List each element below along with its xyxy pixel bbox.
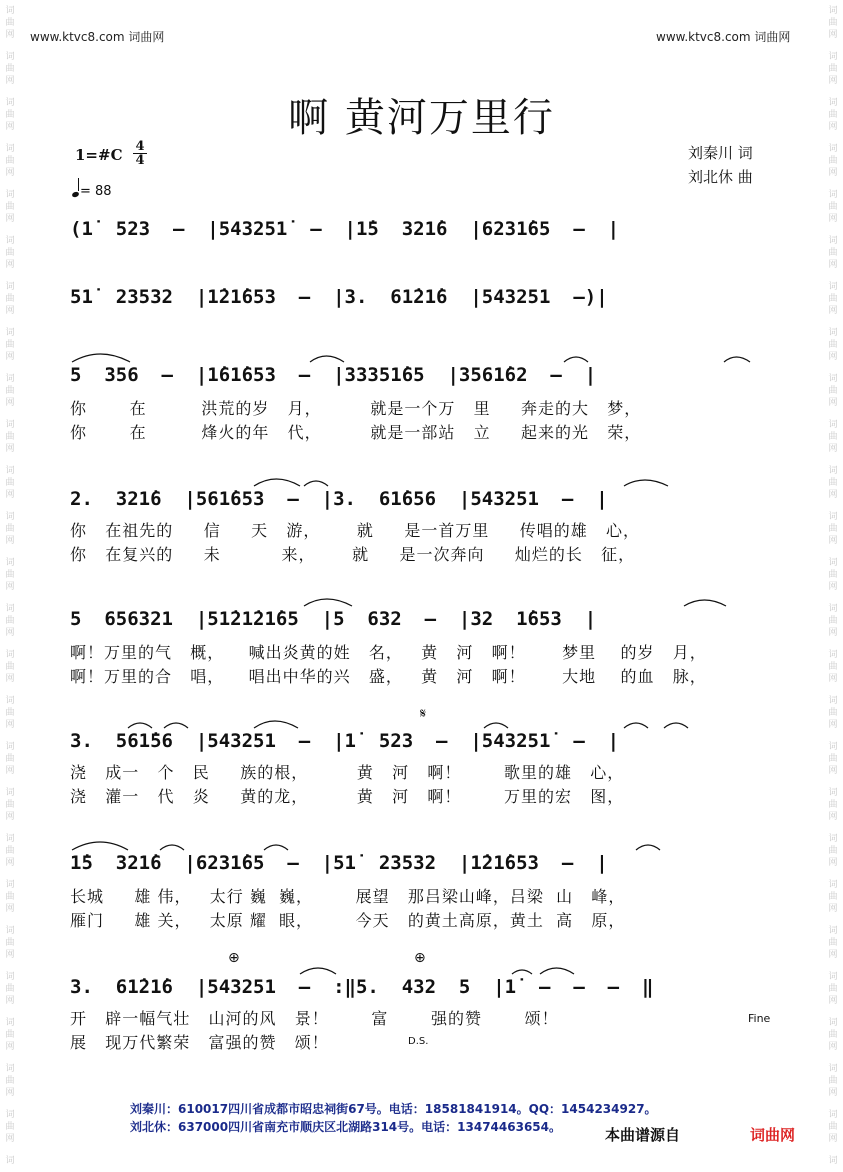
watermark-glyph: 曲 <box>828 478 838 488</box>
watermark-glyph: 词 <box>5 1110 15 1120</box>
score-row <box>64 486 788 512</box>
watermark-glyph: 词 <box>5 742 15 752</box>
brand-logo-text[interactable]: 词曲网 <box>750 1126 796 1144</box>
watermark-glyph: 词 <box>5 190 15 200</box>
watermark-glyph: 曲 <box>5 432 15 442</box>
watermark-glyph: 词 <box>5 328 15 338</box>
watermark-glyph: 词 <box>5 236 15 246</box>
watermark-glyph: 词 <box>5 282 15 292</box>
lyric-verse-1: 你 在 洪荒的岁 月， 就是一个万 里 奔走的大 梦， <box>70 399 642 418</box>
watermark-glyph: 词 <box>828 1110 838 1120</box>
watermark-glyph: 网 <box>828 306 838 316</box>
watermark-glyph: 词 <box>5 880 15 890</box>
watermark-glyph: 网 <box>828 1088 838 1098</box>
watermark-glyph: 曲 <box>5 524 15 534</box>
watermark-glyph: 曲 <box>828 110 838 120</box>
watermark-glyph: 曲 <box>828 156 838 166</box>
watermark-glyph: 词 <box>5 604 15 614</box>
watermark-glyph: 网 <box>828 858 838 868</box>
watermark-glyph: 词 <box>828 972 838 982</box>
watermark-glyph: 网 <box>5 122 15 132</box>
watermark-glyph: 曲 <box>828 340 838 350</box>
lyric-verse-2: 展 现万代繁荣 富强的赞 颂！ <box>70 1033 329 1052</box>
watermark-glyph: 曲 <box>828 248 838 258</box>
watermark-glyph: 词 <box>5 6 15 16</box>
watermark-glyph: 曲 <box>828 294 838 304</box>
watermark-glyph: 词 <box>828 1018 838 1028</box>
watermark-glyph: 曲 <box>5 386 15 396</box>
watermark-glyph: 网 <box>5 858 15 868</box>
lyricist-credit: 刘秦川 词 <box>688 144 753 162</box>
contact-composer: 刘北休：637000四川省南充市顺庆区北湖路314号。电话：13474463654。 <box>130 1120 561 1134</box>
watermark-glyph: 网 <box>828 628 838 638</box>
watermark-glyph: 词 <box>5 144 15 154</box>
quarter-note-icon <box>71 191 79 198</box>
time-signature-bottom: 4 <box>133 153 147 167</box>
watermark-glyph: 曲 <box>5 18 15 28</box>
watermark-glyph: 词 <box>5 512 15 522</box>
notation-line: 2. 321̇6 |561̇653 – |3. 61̇656 |543251 – | <box>70 488 608 510</box>
lyric-verse-1: 开 辟一幅气壮 山河的风 景！ 富 强的赞 颂！ <box>70 1009 559 1028</box>
watermark-glyph: 词 <box>828 98 838 108</box>
watermark-glyph: 网 <box>828 122 838 132</box>
watermark-glyph: 曲 <box>5 1076 15 1086</box>
lyric-verse-1: 啊！万里的气 概， 喊出炎黄的姓 名， 黄 河 啊！ 梦里 的岁 月， <box>70 643 707 662</box>
watermark-glyph: 曲 <box>5 1030 15 1040</box>
watermark-glyph: 曲 <box>828 1076 838 1086</box>
lyric-verse-1: 你 在祖先的 信 天 游， 就 是一首万里 传唱的雄 心， <box>70 521 641 540</box>
watermark-glyph: 词 <box>828 1156 838 1166</box>
watermark-glyph: 网 <box>5 766 15 776</box>
watermark-glyph: 网 <box>5 674 15 684</box>
notation-line: 1̇5 321̇6 |6231̇65 – |51̇ 23532 |1̇21̇653 – | <box>70 852 608 874</box>
watermark-glyph: 词 <box>828 236 838 246</box>
watermark-glyph: 曲 <box>828 432 838 442</box>
segno-sign: 𝄋 <box>420 706 427 722</box>
watermark-glyph: 网 <box>828 812 838 822</box>
watermark-glyph: 曲 <box>828 202 838 212</box>
watermark-glyph: 词 <box>828 512 838 522</box>
watermark-glyph: 词 <box>828 650 838 660</box>
watermark-glyph: 曲 <box>5 846 15 856</box>
lyric-verse-2: 啊！万里的合 唱， 唱出中华的兴 盛， 黄 河 啊！ 大地 的血 脉， <box>70 667 707 686</box>
watermark-glyph: 曲 <box>828 1122 838 1132</box>
watermark-glyph: 曲 <box>5 64 15 74</box>
watermark-glyph: 词 <box>5 926 15 936</box>
watermark-glyph: 词 <box>828 328 838 338</box>
watermark-glyph: 网 <box>5 398 15 408</box>
notation-line: 3. 61̇21̇6 |543251 – :‖5. 432 5 |1̇ – – – ‖ <box>70 976 654 998</box>
watermark-glyph: 词 <box>828 604 838 614</box>
watermark-glyph: 词 <box>828 420 838 430</box>
watermark-glyph: 网 <box>5 582 15 592</box>
watermark-glyph: 曲 <box>5 616 15 626</box>
score-row <box>64 216 788 242</box>
watermark-glyph: 词 <box>5 1064 15 1074</box>
watermark-glyph: 曲 <box>828 524 838 534</box>
watermark-glyph: 词 <box>828 742 838 752</box>
score-row <box>64 362 788 388</box>
watermark-glyph: 网 <box>5 1088 15 1098</box>
watermark-glyph: 网 <box>5 628 15 638</box>
score-row <box>64 728 788 754</box>
watermark-glyph: 网 <box>828 1134 838 1144</box>
watermark-glyph: 曲 <box>828 64 838 74</box>
watermark-glyph: 曲 <box>828 18 838 28</box>
watermark-glyph: 词 <box>5 650 15 660</box>
watermark-glyph: 曲 <box>828 662 838 672</box>
watermark-glyph: 网 <box>828 168 838 178</box>
watermark-column-right <box>825 0 841 1172</box>
watermark-glyph: 网 <box>5 260 15 270</box>
watermark-glyph: 词 <box>5 98 15 108</box>
score-row <box>64 850 788 876</box>
watermark-glyph: 网 <box>5 950 15 960</box>
watermark-glyph: 曲 <box>828 984 838 994</box>
watermark-glyph: 词 <box>5 558 15 568</box>
watermark-glyph: 网 <box>5 1042 15 1052</box>
watermark-glyph: 网 <box>828 674 838 684</box>
watermark-glyph: 网 <box>828 490 838 500</box>
watermark-glyph: 词 <box>828 190 838 200</box>
watermark-glyph: 曲 <box>5 248 15 258</box>
watermark-glyph: 词 <box>828 374 838 384</box>
watermark-glyph: 词 <box>828 788 838 798</box>
site-url-left[interactable]: www.ktvc8.com 词曲网 <box>30 30 165 44</box>
watermark-glyph: 曲 <box>5 708 15 718</box>
watermark-glyph: 词 <box>828 1064 838 1074</box>
watermark-glyph: 曲 <box>828 938 838 948</box>
watermark-glyph: 词 <box>5 52 15 62</box>
watermark-glyph: 网 <box>5 1134 15 1144</box>
song-title: 啊 黄河万里行 <box>288 95 555 141</box>
watermark-glyph: 词 <box>5 420 15 430</box>
lyric-verse-1: 长城 雄 伟， 太行 巍 巍， 展望 那吕梁山峰，吕梁 山 峰， <box>70 887 626 906</box>
watermark-glyph: 网 <box>5 444 15 454</box>
score-row <box>64 606 788 632</box>
score-row <box>64 284 788 310</box>
watermark-glyph: 词 <box>828 144 838 154</box>
watermark-glyph: 曲 <box>5 202 15 212</box>
watermark-glyph: 网 <box>828 904 838 914</box>
watermark-glyph: 词 <box>828 696 838 706</box>
watermark-glyph: 网 <box>5 76 15 86</box>
watermark-glyph: 曲 <box>828 616 838 626</box>
watermark-glyph: 词 <box>828 926 838 936</box>
watermark-glyph: 曲 <box>828 1030 838 1040</box>
watermark-glyph: 曲 <box>5 570 15 580</box>
watermark-glyph: 曲 <box>828 846 838 856</box>
watermark-glyph: 网 <box>828 950 838 960</box>
watermark-glyph: 网 <box>828 720 838 730</box>
watermark-glyph: 曲 <box>5 800 15 810</box>
watermark-glyph: 曲 <box>828 708 838 718</box>
watermark-glyph: 词 <box>5 374 15 384</box>
notation-line: (1̇ 523 – |543251̇ – |1̇5 321̇6 |6231̇65 – | <box>70 218 620 240</box>
watermark-glyph: 曲 <box>828 892 838 902</box>
watermark-glyph: 网 <box>5 352 15 362</box>
watermark-glyph: 网 <box>5 490 15 500</box>
watermark-glyph: 词 <box>5 834 15 844</box>
watermark-glyph: 网 <box>828 536 838 546</box>
watermark-glyph: 曲 <box>5 294 15 304</box>
contact-lyricist: 刘秦川：610017四川省成都市昭忠祠街67号。电话：18581841914。QQ：1454234927。 <box>130 1102 657 1116</box>
watermark-glyph: 网 <box>828 582 838 592</box>
watermark-glyph: 网 <box>5 306 15 316</box>
watermark-glyph: 曲 <box>828 386 838 396</box>
composer-credit: 刘北休 曲 <box>688 168 753 186</box>
watermark-glyph: 曲 <box>828 570 838 580</box>
watermark-glyph: 网 <box>5 214 15 224</box>
watermark-glyph: 词 <box>5 788 15 798</box>
watermark-glyph: 网 <box>5 904 15 914</box>
watermark-glyph: 词 <box>5 466 15 476</box>
tempo-marking <box>72 182 112 199</box>
watermark-glyph: 网 <box>828 766 838 776</box>
watermark-glyph: 曲 <box>5 156 15 166</box>
watermark-glyph: 曲 <box>5 984 15 994</box>
coda-sign: ⊕ <box>228 950 240 966</box>
watermark-glyph: 网 <box>5 996 15 1006</box>
key-signature: 1=#C <box>75 146 123 164</box>
lyric-verse-2: 你 在 烽火的年 代， 就是一部站 立 起来的光 荣， <box>70 423 642 442</box>
watermark-glyph: 曲 <box>828 800 838 810</box>
lyric-verse-1: 浇 成一 个 民 族的根， 黄 河 啊！ 歌里的雄 心， <box>70 763 625 782</box>
notation-line: 3. 561̇56 |543251 – |1̇ 523 – |543251̇ – | <box>70 730 620 752</box>
score-row <box>64 974 788 1000</box>
notation-line: 5 656321 |51̇21̇21̇65 |5 632 – |32 1̇653 | <box>70 608 597 630</box>
notation-line: 5 356 – |1̇61̇653 – |33351̇65 |3561̇62 – | <box>70 364 597 386</box>
watermark-glyph: 词 <box>5 1018 15 1028</box>
fine-marking: Fine <box>748 1012 771 1025</box>
watermark-glyph: 曲 <box>5 110 15 120</box>
watermark-glyph: 词 <box>828 834 838 844</box>
watermark-glyph: 词 <box>828 466 838 476</box>
watermark-glyph: 网 <box>828 76 838 86</box>
watermark-glyph: 词 <box>828 52 838 62</box>
watermark-glyph: 网 <box>828 30 838 40</box>
watermark-column-left <box>2 0 18 1172</box>
watermark-glyph: 词 <box>5 696 15 706</box>
lyric-verse-2: 雁门 雄 关， 太原 耀 眼， 今天 的黄土高原，黄土 高 原， <box>70 911 626 930</box>
watermark-glyph: 网 <box>828 1042 838 1052</box>
watermark-glyph: 网 <box>5 168 15 178</box>
watermark-glyph: 曲 <box>828 754 838 764</box>
watermark-glyph: 词 <box>828 6 838 16</box>
watermark-glyph: 词 <box>5 972 15 982</box>
watermark-glyph: 词 <box>828 282 838 292</box>
time-signature <box>133 140 147 167</box>
tempo-value: = 88 <box>80 184 112 199</box>
watermark-glyph: 曲 <box>5 662 15 672</box>
watermark-glyph: 词 <box>5 1156 15 1166</box>
lyric-verse-2: 你 在复兴的 未 来， 就 是一次奔向 灿烂的长 征， <box>70 545 636 564</box>
lyric-verse-2: 浇 灌一 代 炎 黄的龙， 黄 河 啊！ 万里的宏 图， <box>70 787 625 806</box>
watermark-glyph: 网 <box>828 398 838 408</box>
watermark-glyph: 曲 <box>5 478 15 488</box>
watermark-glyph: 网 <box>5 720 15 730</box>
watermark-glyph: 词 <box>828 880 838 890</box>
watermark-glyph: 网 <box>828 352 838 362</box>
watermark-glyph: 曲 <box>5 340 15 350</box>
watermark-glyph: 网 <box>828 996 838 1006</box>
watermark-glyph: 网 <box>5 536 15 546</box>
watermark-glyph: 曲 <box>5 938 15 948</box>
watermark-glyph: 网 <box>828 214 838 224</box>
watermark-glyph: 曲 <box>5 892 15 902</box>
watermark-glyph: 词 <box>828 558 838 568</box>
watermark-glyph: 网 <box>5 812 15 822</box>
time-signature-top: 4 <box>135 139 145 154</box>
watermark-glyph: 网 <box>828 260 838 270</box>
watermark-glyph: 曲 <box>5 754 15 764</box>
site-url-right[interactable]: www.ktvc8.com 词曲网 <box>656 30 791 44</box>
notation-line: 51̇ 23532 |1̇21̇653 – |3. 61̇21̇6 |543251 –)| <box>70 286 608 308</box>
watermark-glyph: 网 <box>5 30 15 40</box>
watermark-glyph: 网 <box>828 444 838 454</box>
source-label: 本曲谱源自 <box>605 1126 681 1144</box>
coda-sign: ⊕ <box>414 950 426 966</box>
ds-marking: D.S. <box>408 1036 429 1047</box>
watermark-glyph: 曲 <box>5 1122 15 1132</box>
